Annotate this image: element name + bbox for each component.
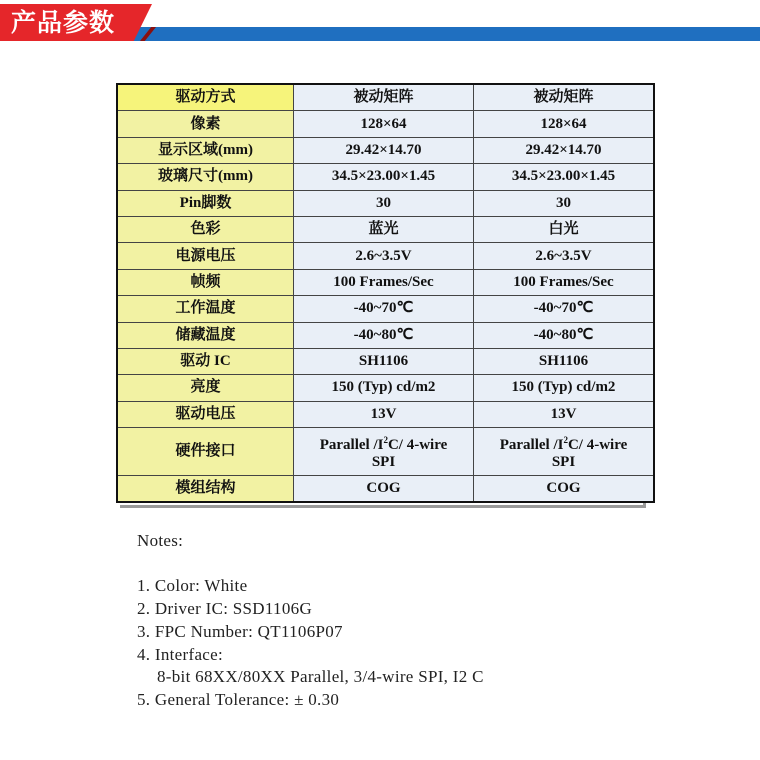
table-row <box>117 111 654 137</box>
row-label: 驱动 IC <box>117 348 294 374</box>
spec-table <box>116 83 655 503</box>
row-value-interface <box>474 428 655 476</box>
row-value: 13V <box>474 401 655 427</box>
page-title: 产品参数 <box>11 8 116 37</box>
row-label: 驱动电压 <box>117 401 294 427</box>
row-value: SH1106 <box>294 348 474 374</box>
table-row <box>117 269 654 295</box>
row-value: -40~80℃ <box>474 322 655 348</box>
note-item: 5. General Tolerance: ± 0.30 <box>137 690 340 709</box>
row-value: 2.6~3.5V <box>294 243 474 269</box>
table-header-col2: 被动矩阵 <box>474 84 655 111</box>
interface-text-line2: SPI <box>551 454 576 471</box>
row-value: 13V <box>294 401 474 427</box>
row-value-interface <box>294 428 474 476</box>
interface-superscript: 2 <box>383 435 388 446</box>
row-label: 玻璃尺寸(mm) <box>117 164 294 190</box>
table-row <box>117 216 654 242</box>
row-label: Pin脚数 <box>117 190 294 216</box>
row-value: 100 Frames/Sec <box>294 269 474 295</box>
table-header-col1: 被动矩阵 <box>294 84 474 111</box>
row-value: 128×64 <box>474 111 655 137</box>
row-value: 34.5×23.00×1.45 <box>474 164 655 190</box>
row-value: 100 Frames/Sec <box>474 269 655 295</box>
row-value: 29.42×14.70 <box>294 137 474 163</box>
table-row <box>117 243 654 269</box>
row-label: 电源电压 <box>117 243 294 269</box>
note-item: 1. Color: White <box>137 576 248 595</box>
table-row-interface <box>117 428 654 476</box>
interface-text-b: C/ 4-wire <box>387 437 448 454</box>
table-row <box>117 190 654 216</box>
table-header-row <box>117 84 654 111</box>
row-label: 亮度 <box>117 375 294 401</box>
interface-text-line2: SPI <box>371 454 396 471</box>
row-value: 30 <box>474 190 655 216</box>
interface-superscript: 2 <box>563 435 568 446</box>
row-label: 帧频 <box>117 269 294 295</box>
row-label: 色彩 <box>117 216 294 242</box>
row-value: -40~70℃ <box>294 296 474 322</box>
interface-text-b: C/ 4-wire <box>567 437 628 454</box>
table-row <box>117 322 654 348</box>
row-label: 模组结构 <box>117 476 294 503</box>
row-label: 硬件接口 <box>117 428 294 476</box>
note-item-detail: 8-bit 68XX/80XX Parallel, 3/4-wire SPI, I2 C <box>157 667 484 686</box>
row-value: COG <box>294 476 474 503</box>
table-row <box>117 296 654 322</box>
row-value: 34.5×23.00×1.45 <box>294 164 474 190</box>
table-row <box>117 348 654 374</box>
table-row <box>117 476 654 503</box>
row-value: 蓝光 <box>294 216 474 242</box>
row-value: 150 (Typ) cd/m2 <box>474 375 655 401</box>
row-value: 2.6~3.5V <box>474 243 655 269</box>
table-row <box>117 375 654 401</box>
notes-title: Notes: <box>137 531 184 550</box>
interface-text-a: Parallel /I <box>319 437 384 454</box>
row-value: -40~70℃ <box>474 296 655 322</box>
row-value: 150 (Typ) cd/m2 <box>294 375 474 401</box>
interface-text-a: Parallel /I <box>499 437 564 454</box>
row-value: 128×64 <box>294 111 474 137</box>
row-value: COG <box>474 476 655 503</box>
table-row <box>117 137 654 163</box>
note-item: 2. Driver IC: SSD1106G <box>137 599 313 618</box>
row-label: 工作温度 <box>117 296 294 322</box>
row-value: 白光 <box>474 216 655 242</box>
table-row <box>117 164 654 190</box>
note-item: 4. Interface: <box>137 645 224 664</box>
table-row <box>117 401 654 427</box>
row-value: 30 <box>294 190 474 216</box>
row-value: 29.42×14.70 <box>474 137 655 163</box>
table-shadow-bottom <box>120 505 646 508</box>
row-value: -40~80℃ <box>294 322 474 348</box>
table-header-label: 驱动方式 <box>117 84 294 111</box>
row-value: SH1106 <box>474 348 655 374</box>
row-label: 像素 <box>117 111 294 137</box>
row-label: 储藏温度 <box>117 322 294 348</box>
row-label: 显示区域(mm) <box>117 137 294 163</box>
note-item: 3. FPC Number: QT1106P07 <box>137 622 343 641</box>
